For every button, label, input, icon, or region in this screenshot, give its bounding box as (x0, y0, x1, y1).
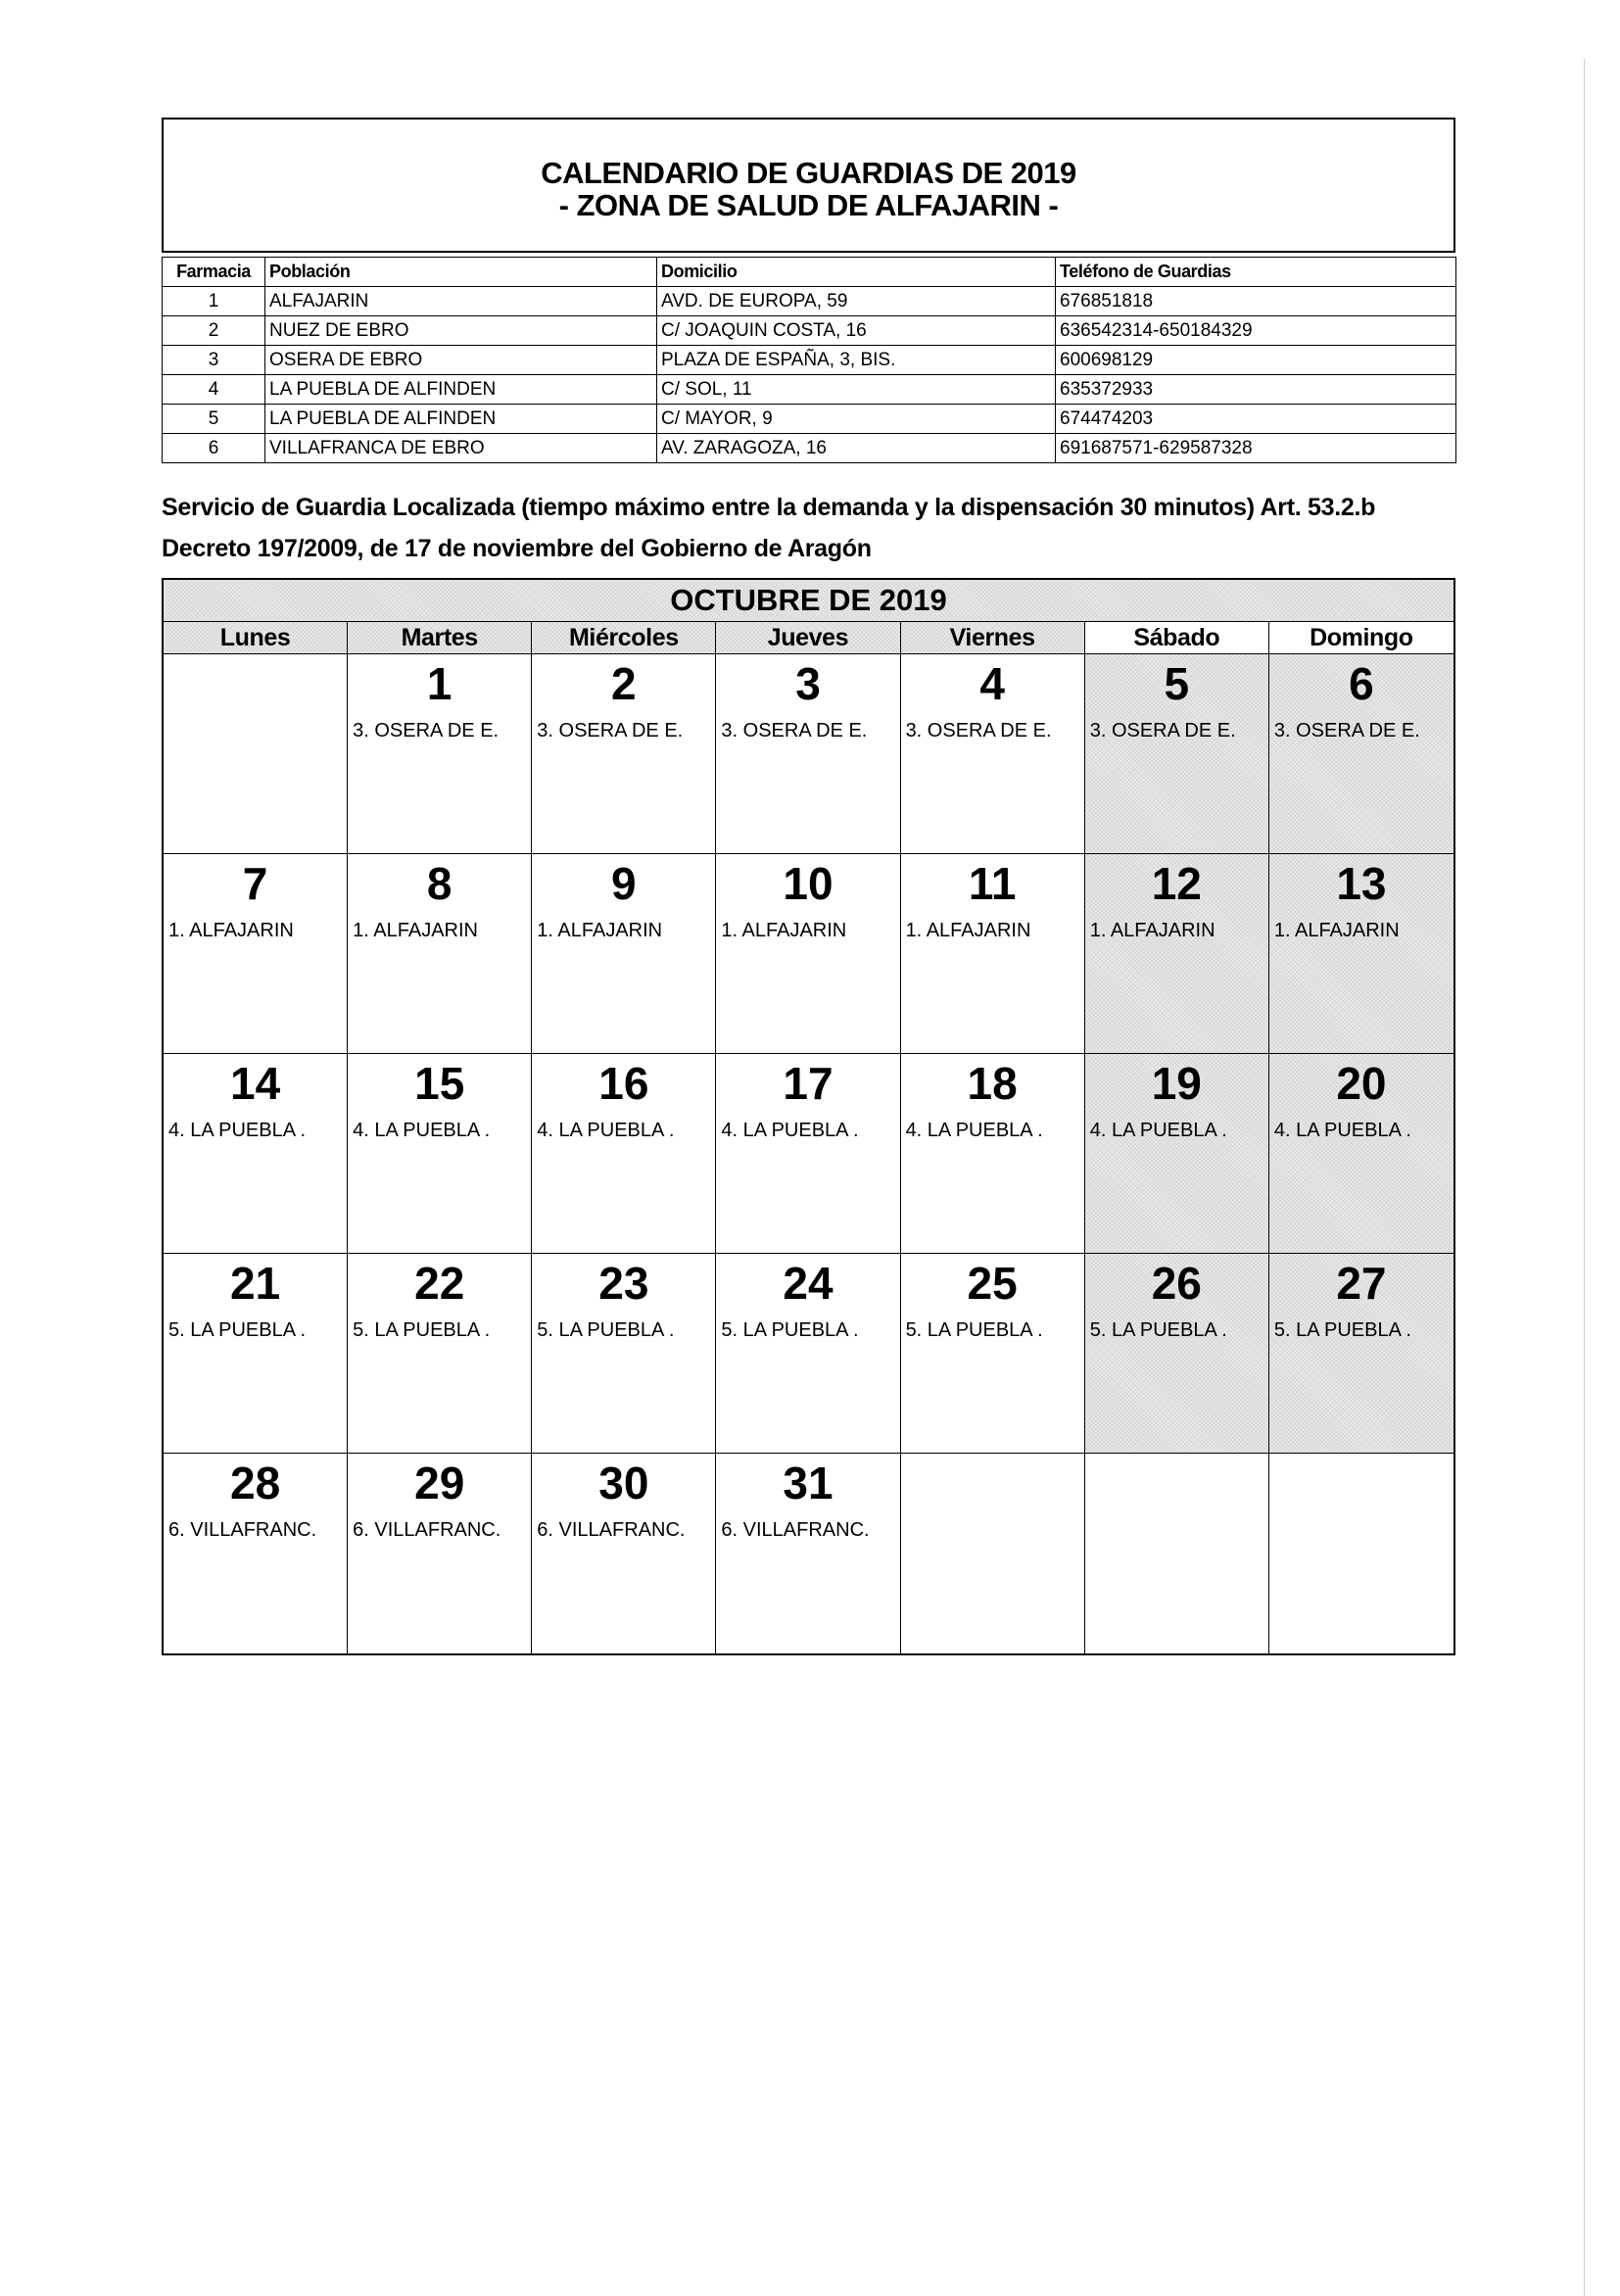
duty-pharmacy: 1. ALFAJARIN (537, 920, 663, 941)
duty-pharmacy: 3. OSERA DE E. (353, 720, 500, 741)
poblacion-cell: ALFAJARIN (265, 287, 657, 316)
telefono-cell: 674474203 (1056, 405, 1456, 434)
day-number: 29 (414, 1458, 465, 1508)
farmacia-cell: 1 (163, 287, 265, 316)
duty-pharmacy: 6. VILLAFRANC. (721, 1519, 870, 1541)
telefono-cell: 691687571-629587328 (1056, 434, 1456, 463)
service-note: Servicio de Guardia Localizada (tiempo máximo entre la demanda y la dispensación 30 minutos) Art. 53.2.b (162, 494, 1376, 521)
domicilio-cell: AV. ZARAGOZA, 16 (657, 434, 1056, 463)
calendar-day-cell (1085, 854, 1269, 1054)
calendar-day-cell (1085, 1054, 1269, 1254)
farmacia-cell: 6 (163, 434, 265, 463)
calendar-day-cell (716, 1254, 900, 1454)
farmacia-cell: 2 (163, 316, 265, 346)
poblacion-cell: LA PUEBLA DE ALFINDEN (265, 405, 657, 434)
calendar-day-empty (901, 1454, 1085, 1653)
duty-pharmacy: 5. LA PUEBLA . (353, 1319, 491, 1341)
column-header-telefono: Teléfono de Guardias (1056, 258, 1456, 287)
pharmacy-table (162, 257, 1456, 463)
calendar-month-title (164, 580, 1453, 622)
title-box (162, 118, 1455, 253)
duty-pharmacy: 3. OSERA DE E. (1089, 720, 1236, 741)
duty-pharmacy: 5. LA PUEBLA . (537, 1319, 675, 1341)
calendar-day-cell (348, 1454, 532, 1653)
duty-pharmacy: 1. ALFAJARIN (168, 920, 294, 941)
calendar-week-row (164, 654, 1453, 854)
duty-pharmacy: 4. LA PUEBLA . (537, 1120, 675, 1141)
day-number: 1 (426, 658, 453, 709)
day-number: 25 (967, 1258, 1018, 1309)
day-number: 4 (979, 658, 1005, 709)
calendar-day-cell (901, 854, 1085, 1054)
duty-pharmacy: 1. ALFAJARIN (905, 920, 1031, 941)
table-row (163, 434, 1456, 463)
calendar-week-row (164, 854, 1453, 1054)
duty-pharmacy: 4. LA PUEBLA . (721, 1120, 859, 1141)
page-subtitle: - ZONA DE SALUD DE ALFAJARIN - (558, 188, 1059, 222)
day-number: 14 (229, 1058, 281, 1109)
day-number: 6 (1349, 658, 1374, 709)
calendar-day-cell (164, 854, 348, 1054)
domicilio-cell: C/ MAYOR, 9 (657, 405, 1056, 434)
calendar-day-cell (532, 1254, 716, 1454)
month-label: OCTUBRE DE 2019 (670, 583, 947, 617)
scan-edge-line (1584, 59, 1585, 2296)
calendar-day-cell (1085, 654, 1269, 854)
weekday-header: Viernes (901, 622, 1085, 654)
day-number: 16 (598, 1058, 649, 1109)
day-number: 11 (968, 858, 1017, 909)
day-number: 22 (414, 1258, 465, 1309)
duty-pharmacy: 6. VILLAFRANC. (537, 1519, 686, 1541)
day-number: 2 (611, 658, 637, 709)
weekday-header: Sábado (1085, 622, 1269, 654)
day-number: 15 (414, 1058, 465, 1109)
calendar-day-cell (1269, 854, 1453, 1054)
day-number: 19 (1151, 1058, 1202, 1109)
day-number: 28 (229, 1458, 281, 1508)
duty-pharmacy: 1. ALFAJARIN (721, 920, 847, 941)
calendar-day-cell (716, 1454, 900, 1653)
calendar-day-cell (1269, 1254, 1453, 1454)
weekday-header: Miércoles (532, 622, 716, 654)
column-header-poblacion: Población (265, 258, 657, 287)
calendar-day-cell (164, 1254, 348, 1454)
day-number: 27 (1336, 1258, 1387, 1309)
poblacion-cell: VILLAFRANCA DE EBRO (265, 434, 657, 463)
day-number: 24 (783, 1258, 834, 1309)
calendar-day-empty (1085, 1454, 1269, 1653)
day-number: 26 (1151, 1258, 1202, 1309)
day-number: 30 (598, 1458, 649, 1508)
day-number: 21 (229, 1258, 281, 1309)
domicilio-cell: AVD. DE EUROPA, 59 (657, 287, 1056, 316)
day-number: 7 (242, 858, 268, 909)
calendar-week-row (164, 1254, 1453, 1454)
weekday-header: Jueves (716, 622, 900, 654)
duty-pharmacy: 6. VILLAFRANC. (168, 1519, 317, 1541)
telefono-cell: 635372933 (1056, 375, 1456, 405)
duty-pharmacy: 4. LA PUEBLA . (1089, 1120, 1227, 1141)
day-number: 3 (795, 658, 821, 709)
calendar-day-cell (348, 854, 532, 1054)
table-row (163, 375, 1456, 405)
day-number: 10 (783, 858, 834, 909)
column-header-farmacia: Farmacia (163, 258, 265, 287)
poblacion-cell: NUEZ DE EBRO (265, 316, 657, 346)
duty-pharmacy: 3. OSERA DE E. (537, 720, 684, 741)
day-number: 13 (1336, 858, 1387, 909)
duty-pharmacy: 1. ALFAJARIN (1273, 920, 1400, 941)
calendar (162, 578, 1455, 1655)
calendar-day-cell (901, 1254, 1085, 1454)
day-number: 23 (598, 1258, 649, 1309)
duty-pharmacy: 5. LA PUEBLA . (905, 1319, 1043, 1341)
duty-pharmacy: 1. ALFAJARIN (353, 920, 478, 941)
calendar-week-row (164, 1054, 1453, 1254)
calendar-day-empty (164, 654, 348, 854)
duty-pharmacy: 5. LA PUEBLA . (721, 1319, 859, 1341)
page-title: CALENDARIO DE GUARDIAS DE 2019 (541, 156, 1076, 190)
calendar-day-cell (164, 1454, 348, 1653)
table-row (163, 316, 1456, 346)
duty-pharmacy: 1. ALFAJARIN (1089, 920, 1215, 941)
calendar-day-cell (164, 1054, 348, 1254)
day-number: 5 (1164, 658, 1190, 709)
farmacia-cell: 5 (163, 405, 265, 434)
weekday-header: Lunes (164, 622, 348, 654)
domicilio-cell: PLAZA DE ESPAÑA, 3, BIS. (657, 346, 1056, 375)
calendar-day-cell (532, 1054, 716, 1254)
farmacia-cell: 4 (163, 375, 265, 405)
day-number: 18 (967, 1058, 1018, 1109)
calendar-day-cell (348, 654, 532, 854)
day-number: 12 (1151, 858, 1202, 909)
calendar-day-cell (901, 1054, 1085, 1254)
duty-pharmacy: 4. LA PUEBLA . (168, 1120, 307, 1141)
calendar-day-cell (532, 854, 716, 1054)
weekday-header: Martes (348, 622, 532, 654)
weekday-header-row (164, 622, 1453, 654)
telefono-cell: 636542314-650184329 (1056, 316, 1456, 346)
duty-pharmacy: 6. VILLAFRANC. (353, 1519, 501, 1541)
duty-pharmacy: 4. LA PUEBLA . (905, 1120, 1043, 1141)
calendar-day-cell (348, 1054, 532, 1254)
table-row (163, 287, 1456, 316)
calendar-day-cell (1269, 654, 1453, 854)
calendar-day-cell (532, 654, 716, 854)
duty-pharmacy: 4. LA PUEBLA . (353, 1120, 491, 1141)
farmacia-cell: 3 (163, 346, 265, 375)
table-header-row (163, 258, 1456, 287)
day-number: 9 (611, 858, 637, 909)
day-number: 31 (783, 1458, 834, 1508)
calendar-week-row (164, 1454, 1453, 1653)
calendar-day-cell (716, 854, 900, 1054)
duty-pharmacy: 3. OSERA DE E. (1273, 720, 1420, 741)
domicilio-cell: C/ JOAQUIN COSTA, 16 (657, 316, 1056, 346)
calendar-day-cell (532, 1454, 716, 1653)
calendar-day-cell (1269, 1054, 1453, 1254)
calendar-day-empty (1269, 1454, 1453, 1653)
calendar-day-cell (901, 654, 1085, 854)
telefono-cell: 676851818 (1056, 287, 1456, 316)
duty-pharmacy: 5. LA PUEBLA . (1089, 1319, 1227, 1341)
duty-pharmacy: 5. LA PUEBLA . (1273, 1319, 1411, 1341)
calendar-day-cell (716, 654, 900, 854)
duty-pharmacy: 4. LA PUEBLA . (1273, 1120, 1411, 1141)
duty-pharmacy: 5. LA PUEBLA . (168, 1319, 307, 1341)
weekday-header: Domingo (1269, 622, 1453, 654)
calendar-day-cell (348, 1254, 532, 1454)
day-number: 20 (1336, 1058, 1387, 1109)
poblacion-cell: LA PUEBLA DE ALFINDEN (265, 375, 657, 405)
telefono-cell: 600698129 (1056, 346, 1456, 375)
calendar-day-cell (716, 1054, 900, 1254)
duty-pharmacy: 3. OSERA DE E. (905, 720, 1052, 741)
table-row (163, 405, 1456, 434)
day-number: 17 (783, 1058, 834, 1109)
day-number: 8 (426, 858, 453, 909)
calendar-day-cell (1085, 1254, 1269, 1454)
poblacion-cell: OSERA DE EBRO (265, 346, 657, 375)
column-header-domicilio: Domicilio (657, 258, 1056, 287)
domicilio-cell: C/ SOL, 11 (657, 375, 1056, 405)
decree-note: Decreto 197/2009, de 17 de noviembre del Gobierno de Aragón (162, 535, 872, 562)
duty-pharmacy: 3. OSERA DE E. (721, 720, 868, 741)
table-row (163, 346, 1456, 375)
